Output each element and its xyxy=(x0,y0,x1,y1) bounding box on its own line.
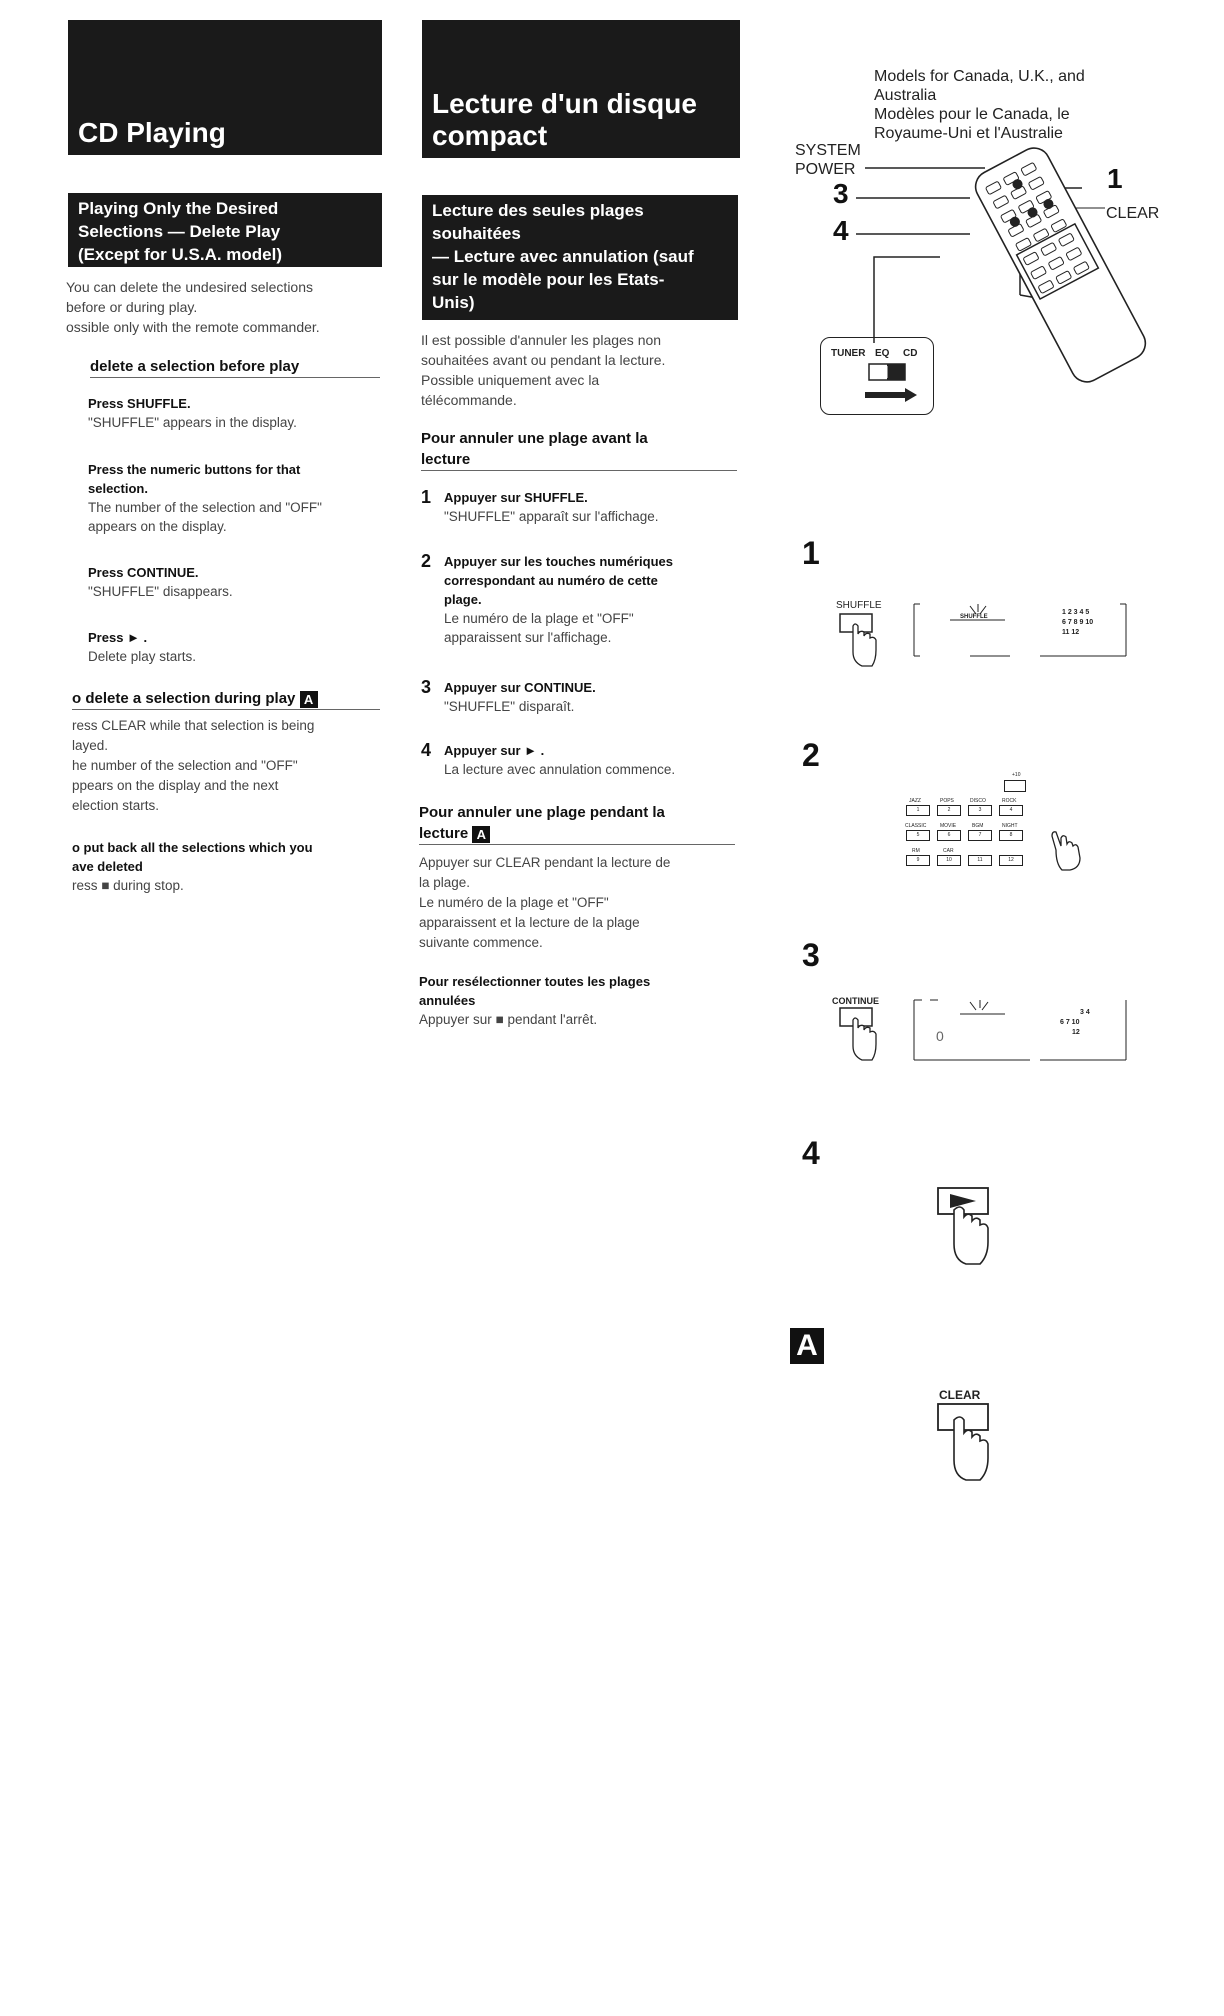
en-heading-during-text: o delete a selection during play xyxy=(72,690,296,707)
keypad-label: CAR xyxy=(943,848,954,854)
en-step-text: Delete play starts. xyxy=(88,649,197,664)
fr-step-number: 1 xyxy=(421,487,432,507)
keypad-plus10-button[interactable] xyxy=(1004,780,1026,792)
fr-intro-line: souhaitées avant ou pendant la lecture. xyxy=(421,352,666,368)
system-power-line: SYSTEM xyxy=(795,142,861,159)
keypad-key-4[interactable] xyxy=(999,805,1023,816)
en-step-title: Press CONTINUE. xyxy=(88,565,199,580)
keypad-key-number: 1 xyxy=(916,807,920,813)
callout-1: 1 xyxy=(1107,163,1123,194)
en-putback-text: ress ■ during stop. xyxy=(72,878,184,893)
fr-during-line: suivante commence. xyxy=(419,935,543,950)
keypad-label: ROCK xyxy=(1002,798,1017,804)
en-title-banner xyxy=(68,20,382,155)
keypad-key-number: 10 xyxy=(946,857,952,863)
fr-step-text: apparaissent sur l'affichage. xyxy=(444,630,612,645)
en-section-title-line: Selections — Delete Play xyxy=(78,222,281,241)
en-section-title-line: (Except for U.S.A. model) xyxy=(78,245,283,264)
slide-switch-icon xyxy=(861,362,921,406)
shuffle-button-icon[interactable] xyxy=(838,612,878,670)
en-heading-before xyxy=(90,356,380,378)
en-intro-line: You can delete the undesired selections xyxy=(66,279,313,295)
fr-section-banner xyxy=(422,195,738,320)
en-during-line: ppears on the display and the next xyxy=(72,778,279,793)
keypad-label: NIGHT xyxy=(1002,823,1018,829)
keypad-key-12[interactable] xyxy=(999,855,1023,866)
fr-putback-title: Pour resélectionner toutes les plages xyxy=(419,974,651,989)
models-note xyxy=(874,67,1134,143)
en-section-banner xyxy=(68,193,382,267)
badge-a: A xyxy=(300,691,318,708)
en-during-text xyxy=(72,716,382,816)
clear-button-icon[interactable] xyxy=(936,1402,992,1486)
fr-step-2 xyxy=(421,552,741,647)
display-track-numbers xyxy=(1062,608,1093,638)
fr-step-text: "SHUFFLE" apparaît sur l'affichage. xyxy=(444,509,659,524)
fr-section-title-line: sur le modèle pour les Etats- xyxy=(432,270,665,289)
fr-step-text: La lecture avec annulation commence. xyxy=(444,762,676,777)
en-putback xyxy=(72,838,392,895)
fr-step-title: correspondant au numéro de cette xyxy=(444,573,658,588)
en-intro-line: before or during play. xyxy=(66,299,198,315)
keypad-label: JAZZ xyxy=(909,798,921,804)
en-step-title: Press ► . xyxy=(88,630,148,645)
callout-3: 3 xyxy=(833,178,849,209)
en-step-4 xyxy=(88,628,388,666)
keypad-label: RM xyxy=(912,848,920,854)
fr-section-title-line: Unis) xyxy=(432,293,475,312)
keypad-key-number: 7 xyxy=(978,832,982,838)
display-number-row: 11 12 xyxy=(1062,629,1080,636)
en-during-line: ress CLEAR while that selection is being xyxy=(72,718,315,733)
models-note-line: Australia xyxy=(874,87,937,104)
figure-step-4-number: 4 xyxy=(802,1135,820,1171)
display-number-row: 6 7 10 xyxy=(1060,1019,1080,1026)
models-note-line: Royaume-Uni et l'Australie xyxy=(874,125,1063,142)
keypad-key-number: 11 xyxy=(977,857,983,863)
keypad-label: BGM xyxy=(972,823,984,829)
display-number-row: 3 4 xyxy=(1080,1009,1090,1016)
keypad-key-number: 4 xyxy=(1009,807,1013,813)
selector-label-eq: EQ xyxy=(875,348,890,359)
selector-label-tuner: TUNER xyxy=(831,348,866,359)
badge-a-large xyxy=(790,1328,824,1364)
fr-putback xyxy=(419,972,739,1029)
fr-step-3 xyxy=(421,678,741,716)
keypad-label: DISCO xyxy=(970,798,986,804)
keypad-key-6[interactable] xyxy=(937,830,961,841)
en-heading-before-text: delete a selection before play xyxy=(90,358,300,375)
en-step-title: Press SHUFFLE. xyxy=(88,396,191,411)
fr-during-line: apparaissent et la lecture de la plage xyxy=(419,915,640,930)
fr-heading-during-line: lecture xyxy=(419,825,469,842)
en-during-line: election starts. xyxy=(72,798,160,813)
system-power-line: POWER xyxy=(795,161,856,178)
fr-during-line: la plage. xyxy=(419,875,471,890)
en-step-text: The number of the selection and "OFF" xyxy=(88,500,322,515)
en-step-text: "SHUFFLE" appears in the display. xyxy=(88,415,297,430)
pointing-hand-icon xyxy=(1048,828,1088,872)
keypad-key-10[interactable] xyxy=(937,855,961,866)
continue-button-label: CONTINUE xyxy=(832,996,879,1006)
fr-heading-before xyxy=(421,428,737,471)
en-intro xyxy=(66,277,386,337)
keypad-key-11[interactable] xyxy=(968,855,992,866)
en-during-line: layed. xyxy=(72,738,109,753)
display-shuffle-indicator: SHUFFLE xyxy=(960,614,988,620)
en-intro-line: ossible only with the remote commander. xyxy=(66,319,320,335)
keypad-key-number: 9 xyxy=(916,857,920,863)
keypad-key-7[interactable] xyxy=(968,830,992,841)
figure-step-1-number: 1 xyxy=(802,535,820,571)
keypad-key-9[interactable] xyxy=(906,855,930,866)
keypad-key-number: 3 xyxy=(978,807,982,813)
connector-line xyxy=(870,255,950,345)
en-putback-title: ave deleted xyxy=(72,859,143,874)
fr-during-text xyxy=(419,853,739,953)
en-putback-title: o put back all the selections which you xyxy=(72,840,313,855)
keypad-label: CLASSIC xyxy=(905,823,927,829)
display-number-row: 6 7 8 9 10 xyxy=(1062,619,1094,626)
fr-section-title-line: — Lecture avec annulation (sauf xyxy=(432,247,694,266)
fr-heading-before-line: Pour annuler une plage avant la xyxy=(421,430,648,447)
badge-a: A xyxy=(472,826,490,843)
fr-section-title-line: Lecture des seules plages xyxy=(432,201,644,220)
keypad-label: MOVIE xyxy=(940,823,957,829)
fr-heading-before-line: lecture xyxy=(421,451,471,468)
display-panel-1 xyxy=(910,602,1130,658)
function-selector xyxy=(820,337,934,415)
keypad-key-2[interactable] xyxy=(937,805,961,816)
keypad-key-number: 8 xyxy=(1009,832,1013,838)
keypad-plus10-label: +10 xyxy=(1012,772,1021,778)
fr-step-number: 2 xyxy=(421,551,432,571)
models-note-line: Modèles pour le Canada, le xyxy=(874,106,1070,123)
fr-heading-during xyxy=(419,802,735,845)
keypad-key-number: 12 xyxy=(1008,857,1014,863)
en-step-text: "SHUFFLE" disappears. xyxy=(88,584,233,599)
fr-step-4 xyxy=(421,741,741,779)
fr-intro-line: télécommande. xyxy=(421,392,517,408)
fr-step-text: "SHUFFLE" disparaît. xyxy=(444,699,575,714)
keypad-key-number: 5 xyxy=(916,832,920,838)
display-digit: 0 xyxy=(936,1028,944,1044)
display-number-row: 1 2 3 4 5 xyxy=(1062,609,1090,616)
keypad-key-number: 6 xyxy=(947,832,951,838)
fr-intro-line: Il est possible d'annuler les plages non xyxy=(421,332,662,348)
keypad-label: POPS xyxy=(940,798,954,804)
fr-step-1 xyxy=(421,488,741,526)
fr-putback-title: annulées xyxy=(419,993,476,1008)
fr-intro-line: Possible uniquement avec la xyxy=(421,372,600,388)
en-step-title: Press the numeric buttons for that selection. xyxy=(88,462,301,496)
en-page-title: CD Playing xyxy=(78,117,226,148)
numeric-keypad[interactable] xyxy=(900,770,1030,870)
keypad-key-number: 2 xyxy=(947,807,951,813)
fr-intro xyxy=(421,330,741,410)
fr-step-title: Appuyer sur SHUFFLE. xyxy=(444,490,588,505)
display-number-row: 12 xyxy=(1072,1029,1080,1036)
en-step-3 xyxy=(88,563,388,601)
figure-step-2-number: 2 xyxy=(802,737,820,773)
keypad-key-8[interactable] xyxy=(999,830,1023,841)
fr-putback-text: Appuyer sur ■ pendant l'arrêt. xyxy=(419,1012,598,1027)
fr-step-title: Appuyer sur les touches numériques xyxy=(444,554,674,569)
fr-step-title: plage. xyxy=(444,592,482,607)
fr-heading-during-line: Pour annuler une plage pendant la xyxy=(419,804,665,821)
fr-during-line: Le numéro de la plage et "OFF" xyxy=(419,895,609,910)
en-step-1 xyxy=(88,394,388,432)
badge-a-large-text: A xyxy=(796,1329,818,1362)
fr-page-title: Lecture d'un disque xyxy=(432,88,697,119)
clear-button-label: CLEAR xyxy=(939,1388,981,1402)
keypad-key-5[interactable] xyxy=(906,830,930,841)
continue-button-icon[interactable] xyxy=(838,1006,878,1064)
display-frame xyxy=(910,602,1130,658)
en-during-line: he number of the selection and "OFF" xyxy=(72,758,298,773)
fr-step-number: 4 xyxy=(421,740,432,760)
shuffle-button-label: SHUFFLE xyxy=(836,600,882,611)
fr-section-title-line: souhaitées xyxy=(432,224,521,243)
fr-step-title: Appuyer sur CONTINUE. xyxy=(444,680,596,695)
models-note-line: Models for Canada, U.K., and xyxy=(874,68,1085,85)
fr-step-text: Le numéro de la plage et "OFF" xyxy=(444,611,634,626)
fr-page-title: compact xyxy=(432,120,548,151)
en-step-text: appears on the display. xyxy=(88,519,227,534)
keypad-key-3[interactable] xyxy=(968,805,992,816)
fr-step-title: Appuyer sur ► . xyxy=(444,743,545,758)
keypad-key-1[interactable] xyxy=(906,805,930,816)
fr-step-number: 3 xyxy=(421,677,432,697)
play-button-icon[interactable] xyxy=(936,1186,992,1270)
fr-title-banner xyxy=(422,20,740,158)
en-heading-during xyxy=(72,688,380,710)
display-track-numbers xyxy=(1060,1008,1090,1038)
display-panel-3 xyxy=(910,998,1130,1062)
figure-step-3-number: 3 xyxy=(802,937,820,973)
en-step-2 xyxy=(88,460,388,536)
callout-4: 4 xyxy=(833,215,849,246)
selector-label-cd: CD xyxy=(903,348,918,359)
fr-during-line: Appuyer sur CLEAR pendant la lecture de xyxy=(419,855,671,870)
en-section-title-line: Playing Only the Desired xyxy=(78,199,279,218)
clear-label: CLEAR xyxy=(1106,205,1160,222)
